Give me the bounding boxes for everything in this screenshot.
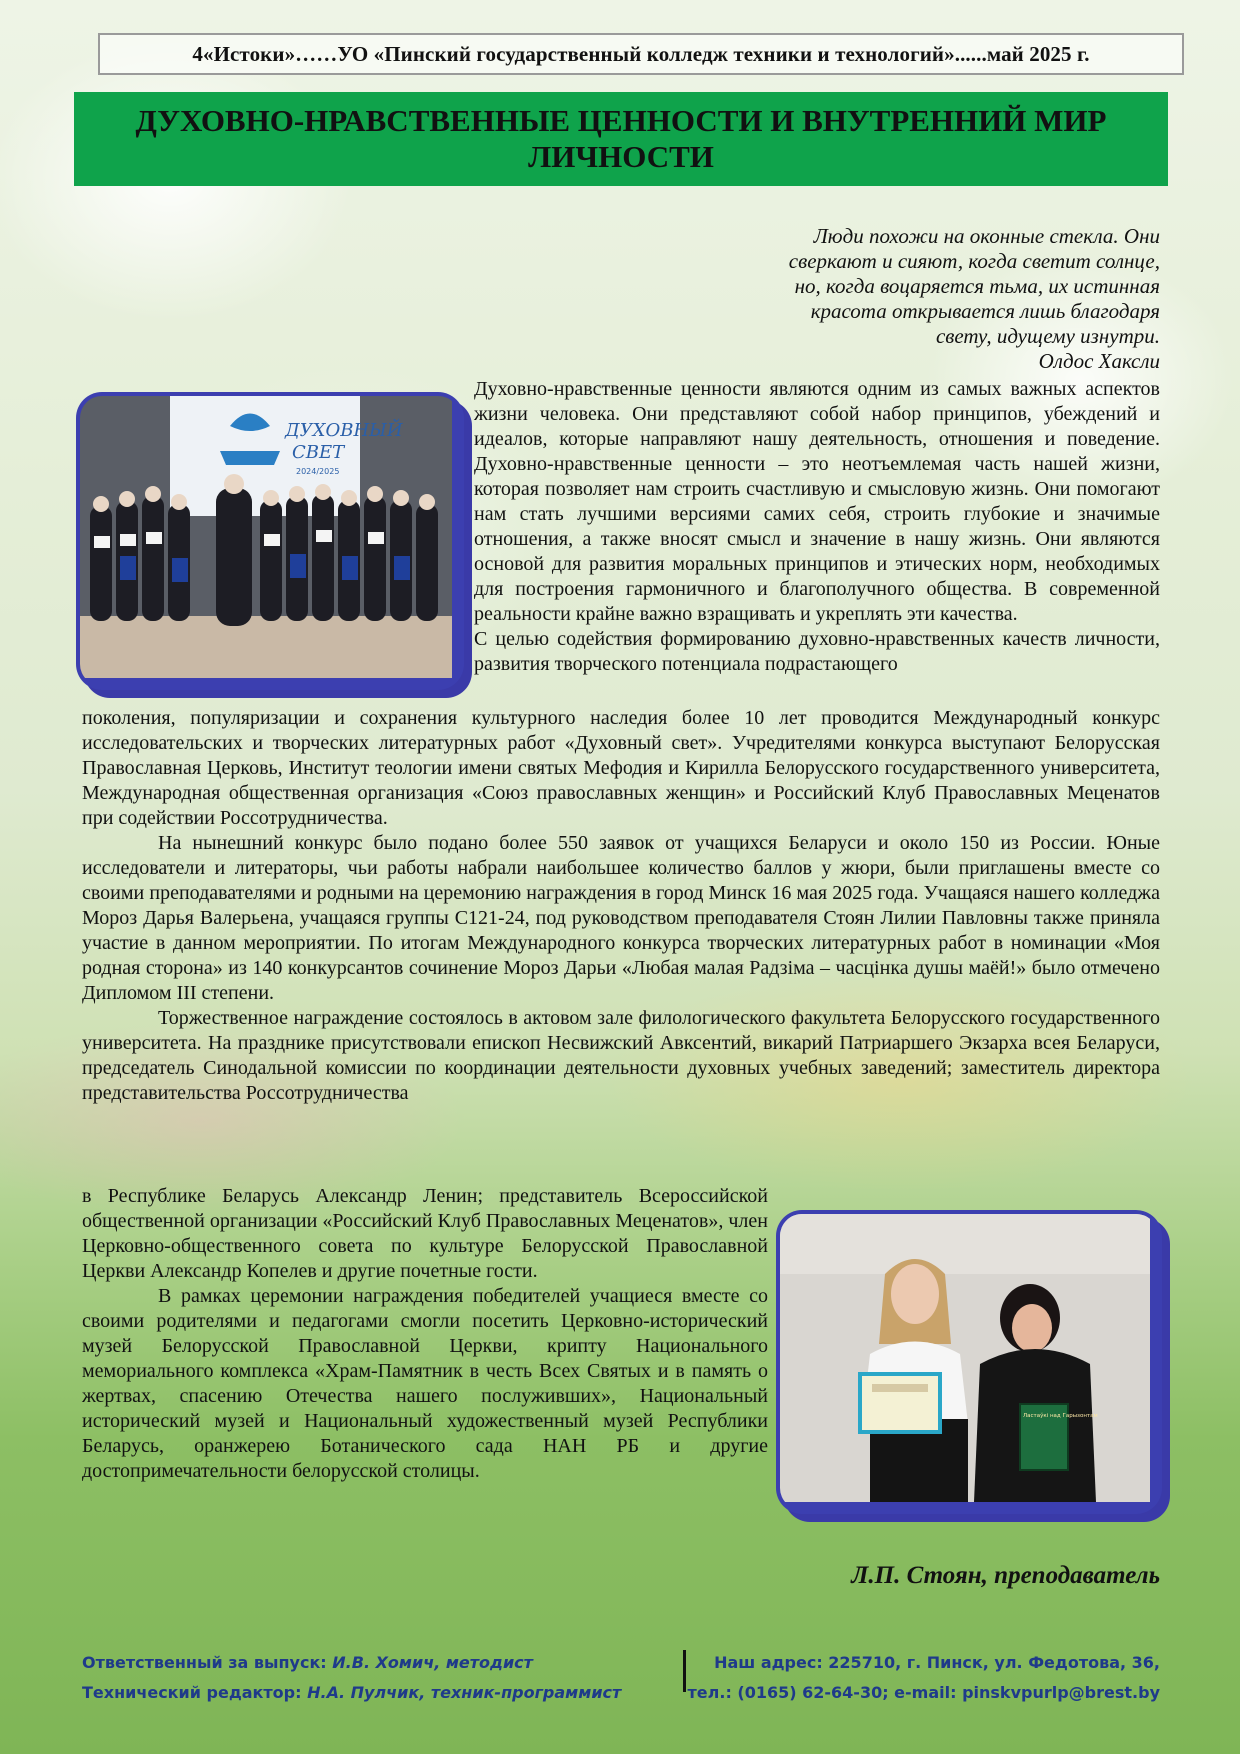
epigraph-line: красота открывается лишь благодаря [810, 299, 1160, 323]
article-title-banner [74, 92, 1168, 186]
paragraph-competition-cont: поколения, популяризации и сохранения культурного наследия более 10 лет проводится Международный конкурс исследовательских и творческих литературных работ «Духовный свет». Учредителями конкурса выступают Белорусская Православная Церковь, Институт теологии имени святых Мефодия и Кирилла Белорусского государственного университета, Международная общественная организация «Союз православных женщин» и Российский Клуб Православных Меценатов при содействии Россотрудничества. [82, 707, 1160, 829]
student-teacher-photo [776, 1210, 1162, 1514]
article-block-1 [474, 377, 1160, 677]
footer-divider [683, 1650, 686, 1692]
book-title: Ластаўкі над Гарызонтам [1023, 1413, 1098, 1419]
paragraph-guests: в Республике Беларусь Александр Ленин; представитель Всероссийской общественной организации «Российский Клуб Православных Меценатов», член Церковно-общественного совета по культуре Белорусской Православной Церкви Александр Копелев и другие почетные гости. [82, 1185, 768, 1282]
footer-editor-label: Технический редактор: [82, 1683, 302, 1702]
article-block-2 [82, 706, 1160, 1106]
footer-editor-name: Н.А. Пулчик, техник-программист [307, 1683, 622, 1702]
banner-year: 2024/2025 [296, 467, 340, 476]
footer-address: Наш адрес: 225710, г. Пинск, ул. Федотова, 36, [714, 1653, 1160, 1672]
article-title-line-2: ЛИЧНОСТИ [528, 139, 714, 174]
paragraph-values: Духовно-нравственные ценности являются одним из самых важных аспектов жизни человека. Они представляют собой набор принципов, убеждений и идеалов, которые направляют нашу деятельность, отношения и поведение. Духовно-нравственные ценности – это неотъемлемая часть нашей жизни, которая позволяет нам строить счастливую и смысловую жизнь. Они помогают нам стать лучшими версиями самих себя, строить глубокие и значимые отношения, а также вносят смысл и значение в нашу жизнь. Они являются основой для развития моральных принципов и этических норм, необходимых для построения гармоничного и благополучного общества. В современной реальности крайне важно взращивать и укреплять эти качества. [474, 378, 1160, 625]
footer-responsible-label: Ответственный за выпуск: [82, 1653, 327, 1672]
issue-header: 4«Истоки»……УО «Пинский государственный колледж техники и технологий»......май 2025 г. [98, 33, 1184, 75]
student-teacher-illustration [780, 1214, 1150, 1502]
banner-text-2: СВЕТ [292, 442, 345, 463]
student-teacher-image [780, 1214, 1158, 1510]
article-block-3 [82, 1184, 768, 1484]
author-signature: Л.П. Стоян, преподаватель [851, 1562, 1160, 1589]
footer-editor [82, 1678, 621, 1708]
footer-phone-email[interactable]: тел.: (0165) 62-64-30; e-mail: pinskvpurlp@brest.by [687, 1683, 1160, 1702]
paragraph-applications: На нынешний конкурс было подано более 550 заявок от учащихся Беларуси и около 150 из России. Юные исследователи и литераторы, чьи работы набрали наибольшее количество баллов у жюри, были приглашены вместе со своими преподавателями и родными на церемонию награждения в город Минск 16 мая 2025 года. Учащаяся нашего колледжа Мороз Дарья Валерьена, учащаяся группы С121-24, под руководством преподавателя Стоян Лилии Павловны также приняла участие в данном мероприятии. По итогам Международного конкурса творческих литературных работ в номинации «Моя родная сторона» из 140 конкурсантов сочинение Мороз Дарьи «Любая малая Радзіма – часцінка душы маёй!» было отмечено Дипломом III степени. [82, 832, 1160, 1004]
paragraph-ceremony: Торжественное награждение состоялось в актовом зале филологического факультета Белорусского государственного университета. На празднике присутствовали епископ Несвижский Авксентий, викарий Патриаршего Экзарха всея Беларуси, председатель Синодальной комиссии по координации деятельности духовных учебных заведений; заместитель директора представительства Россотрудничества [82, 1007, 1160, 1104]
epigraph-author: Олдос Хаксли [1038, 349, 1160, 373]
ceremony-photo-illustration [80, 396, 452, 678]
ceremony-photo-image [80, 396, 460, 686]
epigraph-line: свету, идущему изнутри. [935, 324, 1160, 348]
paragraph-competition-start: С целью содействия формированию духовно-нравственных качеств личности, развития творческого потенциала подрастающего [474, 628, 1160, 675]
article-title-line-1: ДУХОВНО-НРАВСТВЕННЫЕ ЦЕННОСТИ И ВНУТРЕННИЙ МИР [135, 103, 1107, 138]
footer-contacts [688, 1648, 1160, 1708]
paragraph-museums: В рамках церемонии награждения победителей учащиеся вместе со своими родителями и педагогами смогли посетить Церковно-исторический музей Белорусской Православной Церкви, крипту Национального мемориального комплекса «Храм-Памятник в честь Всех Святых и в память о жертвах, спасению Отечества нашего послуживших», Национальный исторический музей и Национальный художественный музей Республики Беларусь, оранжерею Ботанического сада НАН РБ и другие достопримечательности белорусской столицы. [82, 1285, 768, 1482]
banner-text-1: ДУХОВНЫЙ [285, 420, 403, 441]
epigraph-line: сверкают и сияют, когда светит солнце, [788, 249, 1160, 273]
footer-responsible [82, 1648, 621, 1678]
footer-credits [82, 1648, 621, 1708]
epigraph-line: но, когда воцаряется тьма, их истинная [794, 274, 1160, 298]
footer-responsible-name: И.В. Хомич, методист [332, 1653, 533, 1672]
epigraph [640, 224, 1160, 374]
ceremony-group-photo [76, 392, 464, 690]
epigraph-line: Люди похожи на оконные стекла. Они [813, 224, 1160, 248]
